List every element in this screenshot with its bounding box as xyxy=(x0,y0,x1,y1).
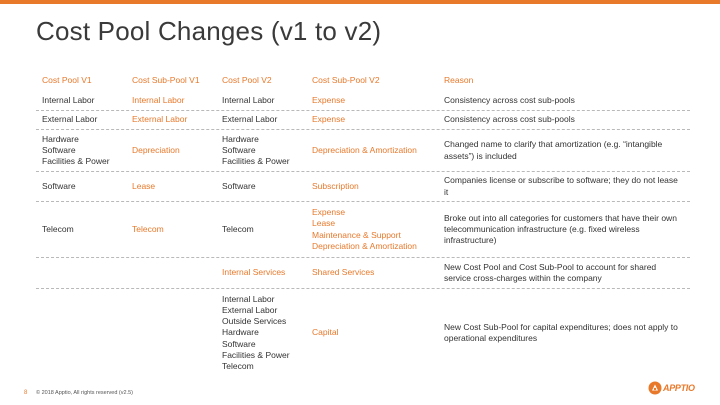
cell-cost-sub-pool-v1 xyxy=(126,258,216,288)
cell-cost-sub-pool-v1 xyxy=(126,289,216,377)
cell-cost-pool-v2: Internal Labor External Labor Outside Services Hardware Software Facilities & Power Telecom xyxy=(222,293,290,371)
cell-cost-pool-v1 xyxy=(36,258,126,288)
cell-reason: New Cost Sub-Pool for capital expenditures; does not apply to operational expenditures xyxy=(444,321,678,343)
table-header-row xyxy=(36,70,690,92)
cell-cost-sub-pool-v2: Capital xyxy=(312,327,339,338)
cell-cost-sub-pool-v2: Expense xyxy=(312,114,346,125)
page-number: 8 xyxy=(24,390,28,396)
cell-cost-pool-v2: Internal Labor xyxy=(222,95,275,106)
table-row xyxy=(36,172,690,202)
cell-cost-pool-v2: Hardware Software Facilities & Power xyxy=(222,133,290,167)
cell-cost-sub-pool-v2: Depreciation & Amortization xyxy=(312,144,417,155)
cell-reason: Companies license or subscribe to software; they do not lease it xyxy=(444,175,678,197)
header-cost-sub-pool-v1: Cost Sub-Pool V1 xyxy=(132,75,200,86)
cost-pool-table xyxy=(36,70,690,377)
cell-cost-sub-pool-v1: Depreciation xyxy=(132,144,180,155)
cell-cost-pool-v1 xyxy=(36,289,126,377)
cell-cost-pool-v2: Internal Services xyxy=(222,267,286,278)
cell-cost-sub-pool-v2: Subscription xyxy=(312,180,359,191)
cell-cost-sub-pool-v1: Telecom xyxy=(132,223,164,234)
cell-cost-pool-v2: External Labor xyxy=(222,114,278,125)
cell-reason: New Cost Pool and Cost Sub-Pool to account for shared service cross-charges within the company xyxy=(444,261,657,283)
cell-cost-pool-v2: Software xyxy=(222,180,256,191)
header-cost-pool-v1: Cost Pool V1 xyxy=(42,75,92,86)
cell-cost-pool-v1: Internal Labor xyxy=(42,95,95,106)
header-cost-sub-pool-v2: Cost Sub-Pool V2 xyxy=(312,75,380,86)
cell-cost-sub-pool-v1: External Labor xyxy=(132,114,188,125)
slide-title: Cost Pool Changes (v1 to v2) xyxy=(36,16,382,46)
cell-cost-sub-pool-v2: Expense Lease Maintenance & Support Depreciation & Amortization xyxy=(312,207,417,251)
table-row xyxy=(36,289,690,377)
cell-reason: Consistency across cost sub-pools xyxy=(444,95,575,106)
header-cost-pool-v2: Cost Pool V2 xyxy=(222,75,272,86)
cell-cost-sub-pool-v1: Internal Labor xyxy=(132,95,185,106)
apptio-logo xyxy=(648,381,695,395)
cell-cost-pool-v2: Telecom xyxy=(222,223,254,234)
table-row xyxy=(36,258,690,289)
cell-cost-pool-v1: External Labor xyxy=(42,114,98,125)
copyright-text: © 2018 Apptio, All rights reserved (v2.5) xyxy=(36,390,133,396)
cell-reason: Broke out into all categories for customers that have their own telecommunication infrastructure (e.g. fixed wireless infrastructure) xyxy=(444,212,677,246)
cell-reason: Changed name to clarify that amortization (e.g. “intangible assets”) is included xyxy=(444,139,663,161)
cell-cost-sub-pool-v2: Shared Services xyxy=(312,267,375,278)
cell-cost-pool-v1: Software xyxy=(42,180,76,191)
table-row xyxy=(36,92,690,111)
table-row xyxy=(36,111,690,130)
logo-text: APPTIO xyxy=(663,383,695,393)
header-reason: Reason xyxy=(444,75,474,86)
cell-cost-pool-v1: Hardware Software Facilities & Power xyxy=(42,133,110,167)
table-row xyxy=(36,202,690,258)
cell-reason: Consistency across cost sub-pools xyxy=(444,114,575,125)
top-accent-bar xyxy=(0,0,720,4)
apptio-logo-icon xyxy=(648,381,662,395)
cell-cost-sub-pool-v1: Lease xyxy=(132,180,156,191)
table-row xyxy=(36,130,690,172)
cell-cost-sub-pool-v2: Expense xyxy=(312,95,346,106)
cell-cost-pool-v1: Telecom xyxy=(42,223,74,234)
